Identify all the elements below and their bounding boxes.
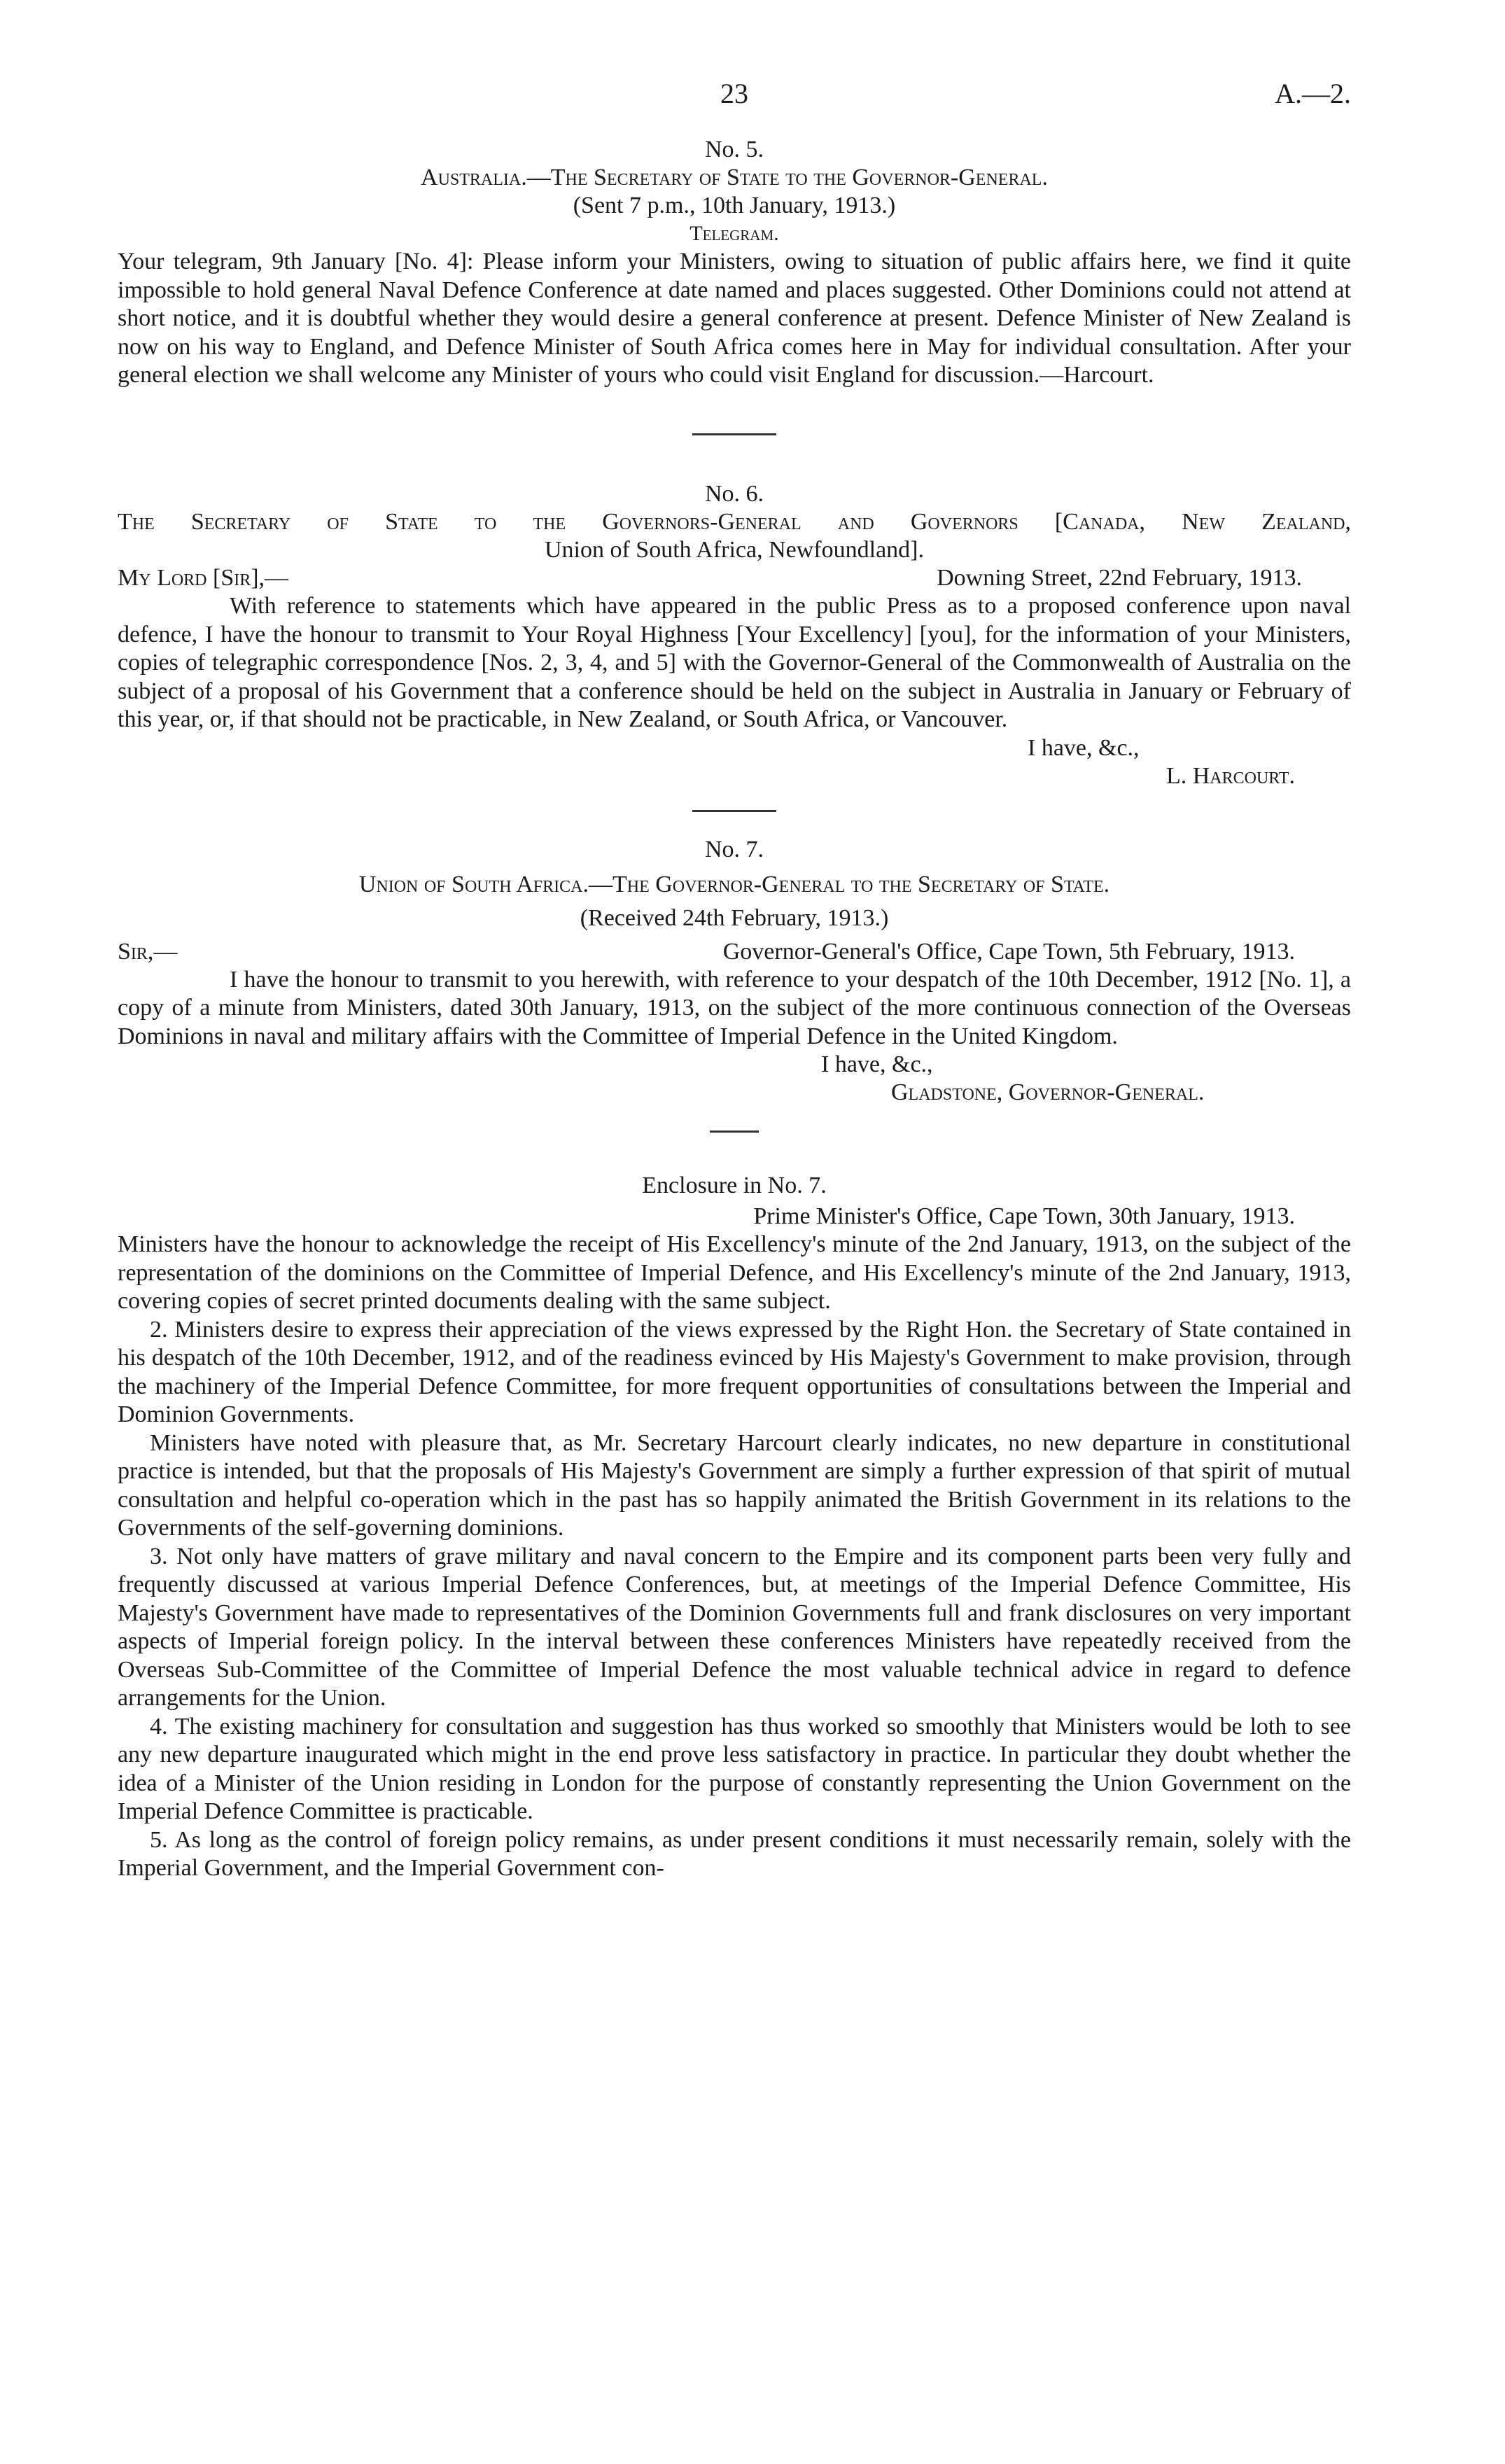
page-number: 23: [720, 78, 748, 109]
document-reference: A.—2.: [1275, 78, 1351, 109]
section-divider: [692, 433, 776, 435]
enclosure-paragraph-1: Ministers have the honour to acknowledge the receipt of His Excellency's minute of the 2nd January, 1913, on the subject of the representation of the dominions on the Committee of Imperial Defence, and His Excellency's minute of the 2nd January, 1913, covering copies of secret printed documents dealing with the same subject.: [118, 1231, 1351, 1314]
doc7-salutation: Sir,—: [118, 938, 178, 965]
page-header: [118, 77, 1351, 126]
doc7-received: (Received 24th February, 1913.): [580, 904, 889, 931]
doc7-closing: I have, &c.,: [821, 1051, 933, 1077]
document-no-7: [118, 836, 1351, 1107]
doc7-signature: Gladstone, Governor-General.: [891, 1079, 1205, 1105]
doc6-route-line1: The Secretary of State to the Governors-General and Governors [Canada, New Zealand,: [118, 508, 1351, 535]
document-page: [118, 77, 1351, 1883]
doc6-salutation: My Lord [Sir],—: [118, 565, 289, 591]
doc5-body: Your telegram, 9th January [No. 4]: Please inform your Ministers, owing to situation of public affairs here, we find it quite impossible to hold general Naval Defence Conference at date named and places suggested. Other Dominions could not attend at short notice, and it is doubtful whether they would desire a general conference at present. Defence Minister of New Zealand is now on his way to England, and Defence Minister of South Africa comes here in May for individual consultation. After your general election we shall welcome any Minister of yours who could visit England for discussion.—Harcourt.: [118, 248, 1351, 388]
enclosure-paragraph-4: 3. Not only have matters of grave military and naval concern to the Empire and its component parts been very fully and frequently discussed at various Imperial Defence Conferences, but, at meetings of the Imperial Defence Committee, His Majesty's Government have made to representatives of the Dominion Governments full and frank disclosures on very important aspects of Imperial foreign policy. In the interval between these conferences Ministers have repeatedly received from the Overseas Sub-Committee of the Committee of Imperial Defence the most valuable technical advice in regard to defence arrangements for the Union.: [118, 1543, 1351, 1711]
section-divider: [710, 1130, 759, 1133]
doc6-heading-row: [118, 564, 1351, 592]
enclosure-in-no-7: [118, 1172, 1351, 1883]
doc5-type: Telegram.: [690, 222, 779, 245]
doc6-route-line2: Union of South Africa, Newfoundland].: [544, 537, 924, 563]
enclosure-place-date: Prime Minister's Office, Cape Town, 30th January, 1913.: [753, 1203, 1295, 1229]
enclosure-paragraph-5: 4. The existing machinery for consultation and suggestion has thus worked so smoothly that Ministers would be loth to see any new departure inaugurated which might in the end prove less satisfactory in practice. In particular they doubt whether the idea of a Minister of the Union residing in London for the purpose of constantly representing the Union Government on the Imperial Defence Committee is practicable.: [118, 1713, 1351, 1824]
enclosure-paragraph-2: 2. Ministers desire to express their appreciation of the views expressed by the Right Hon. the Secretary of State contained in his despatch of the 10th December, 1912, and of the readiness evinced by His Majesty's Government to make provision, through the machinery of the Imperial Defence Committee, for more frequent opportunities of consultations between the Imperial and Dominion Governments.: [118, 1316, 1351, 1427]
document-no-6: [118, 480, 1351, 790]
document-no-5: [118, 136, 1351, 390]
doc7-route: Union of South Africa.—The Governor-General to the Secretary of State.: [358, 871, 1110, 897]
doc6-closing: I have, &c.,: [1028, 734, 1140, 761]
doc5-sent: (Sent 7 p.m., 10th January, 1913.): [573, 192, 896, 218]
enclosure-paragraph-6: 5. As long as the control of foreign policy remains, as under present conditions it must necessarily remain, solely with the Imperial Government, and the Imperial Government con-: [118, 1826, 1351, 1881]
doc6-body: With reference to statements which have appeared in the public Press as to a proposed conference upon naval defence, I have the honour to transmit to Your Royal Highness [Your Excellency] [you], for the information of your Ministers, copies of telegraphic correspondence [Nos. 2, 3, 4, and 5] with the Governor-General of the Commonwealth of Australia on the subject of a proposal of his Government that a conference should be held on the subject in Australia in January or February of this year, or, if that should not be practicable, in New Zealand, or South Africa, or Vancouver.: [118, 593, 1351, 732]
doc5-number: No. 5.: [704, 136, 764, 162]
doc6-place-date: Downing Street, 22nd February, 1913.: [937, 565, 1302, 591]
doc7-body: I have the honour to transmit to you herewith, with reference to your despatch of the 10th December, 1912 [No. 1], a copy of a minute from Ministers, dated 30th January, 1913, on the subject of the more continuous connection of the Overseas Dominions in naval and military affairs with the Committee of Imperial Defence in the United Kingdom.: [118, 966, 1351, 1049]
doc6-number: No. 6.: [704, 480, 764, 507]
enclosure-title: Enclosure in No. 7.: [642, 1172, 827, 1198]
doc7-place-date: Governor-General's Office, Cape Town, 5th February, 1913.: [722, 938, 1295, 965]
doc7-number: No. 7.: [704, 836, 764, 862]
doc5-route: Australia.—The Secretary of State to the Governor-General.: [421, 164, 1048, 190]
enclosure-paragraph-3: Ministers have noted with pleasure that, as Mr. Secretary Harcourt clearly indicates, no new departure in constitutional practice is intended, but that the proposals of His Majesty's Government are simply a further expression of that spirit of mutual consultation and helpful co-operation which in the past has so happily animated the British Government in its relations to the Governments of the self-governing dominions.: [118, 1429, 1351, 1541]
doc7-heading-row: [118, 938, 1351, 966]
doc6-signature: L. Harcourt.: [1166, 762, 1295, 789]
section-divider: [692, 810, 776, 812]
